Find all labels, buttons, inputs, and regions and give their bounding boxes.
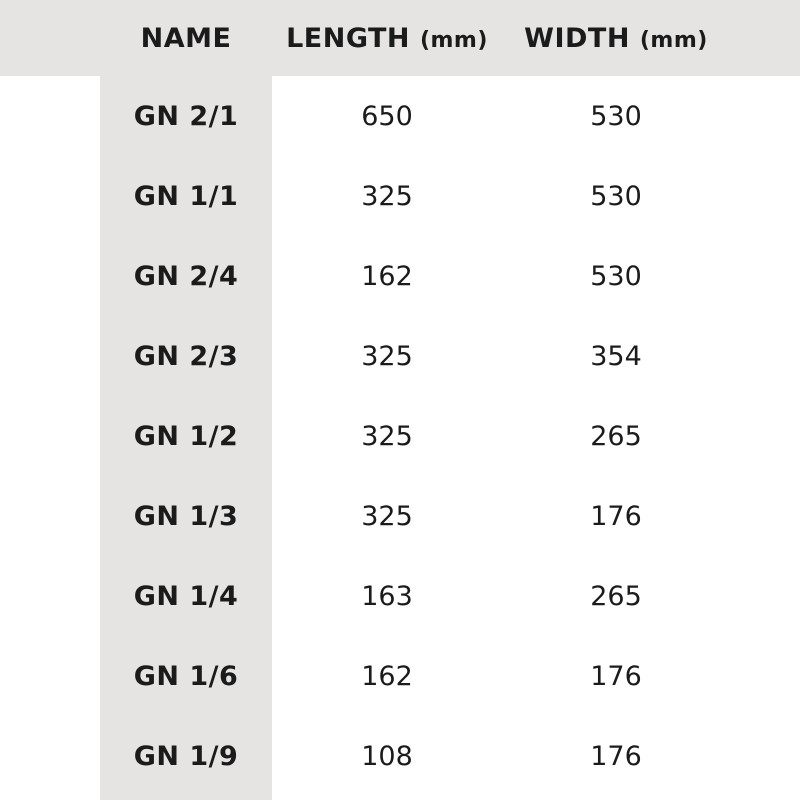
cell-name: GN 2/3 — [133, 340, 239, 372]
column-header-name — [100, 0, 272, 76]
table-header — [0, 0, 800, 76]
table-row — [0, 156, 800, 236]
right-spacer-cell — [730, 156, 800, 236]
cell-name: GN 1/2 — [133, 420, 239, 452]
cell-length: 163 — [361, 580, 413, 612]
cell-width: 176 — [590, 500, 642, 532]
table-row — [0, 236, 800, 316]
cell-name: GN 1/6 — [133, 660, 239, 692]
right-spacer-cell — [730, 476, 800, 556]
table-row — [0, 396, 800, 476]
cell-width: 265 — [590, 580, 642, 612]
column-header-length-label: LENGTH — [286, 22, 411, 54]
table-row — [0, 76, 800, 156]
right-spacer-cell — [730, 716, 800, 796]
cell-name: GN 1/9 — [133, 740, 239, 772]
right-spacer-cell — [730, 316, 800, 396]
table-body — [0, 76, 800, 796]
left-spacer-cell — [0, 156, 100, 236]
table-row — [0, 556, 800, 636]
left-spacer-cell — [0, 396, 100, 476]
cell-length: 325 — [361, 500, 413, 532]
left-spacer-cell — [0, 76, 100, 156]
left-spacer-header — [0, 0, 100, 76]
cell-width: 176 — [590, 660, 642, 692]
column-header-width — [502, 0, 730, 76]
left-spacer-cell — [0, 316, 100, 396]
right-spacer-cell — [730, 236, 800, 316]
cell-length: 325 — [361, 420, 413, 452]
table-row — [0, 636, 800, 716]
cell-length: 325 — [361, 340, 413, 372]
left-spacer-cell — [0, 556, 100, 636]
right-spacer-cell — [730, 636, 800, 716]
cell-name: GN 1/1 — [133, 180, 239, 212]
column-header-length-unit: (mm) — [419, 27, 488, 53]
left-spacer-cell — [0, 476, 100, 556]
right-spacer-header — [730, 0, 800, 76]
left-spacer-cell — [0, 636, 100, 716]
cell-length: 325 — [361, 180, 413, 212]
cell-width: 530 — [590, 100, 642, 132]
cell-name: GN 2/4 — [133, 260, 239, 292]
cell-width: 176 — [590, 740, 642, 772]
table-row — [0, 476, 800, 556]
left-spacer-cell — [0, 236, 100, 316]
right-spacer-cell — [730, 396, 800, 476]
cell-length: 162 — [361, 660, 413, 692]
cell-name: GN 1/3 — [133, 500, 239, 532]
column-header-width-unit: (mm) — [639, 27, 708, 53]
column-header-width-label: WIDTH — [524, 22, 630, 54]
table-row — [0, 716, 800, 796]
right-spacer-cell — [730, 556, 800, 636]
cell-name: GN 2/1 — [133, 100, 239, 132]
right-spacer-cell — [730, 76, 800, 156]
table-row — [0, 316, 800, 396]
column-header-name-label: NAME — [140, 22, 232, 54]
cell-length: 162 — [361, 260, 413, 292]
cell-width: 265 — [590, 420, 642, 452]
cell-width: 530 — [590, 260, 642, 292]
cell-width: 530 — [590, 180, 642, 212]
cell-width: 354 — [590, 340, 642, 372]
cell-name: GN 1/4 — [133, 580, 239, 612]
left-spacer-cell — [0, 716, 100, 796]
cell-length: 108 — [361, 740, 413, 772]
header-row — [0, 0, 800, 76]
column-header-length — [272, 0, 502, 76]
cell-length: 650 — [361, 100, 413, 132]
